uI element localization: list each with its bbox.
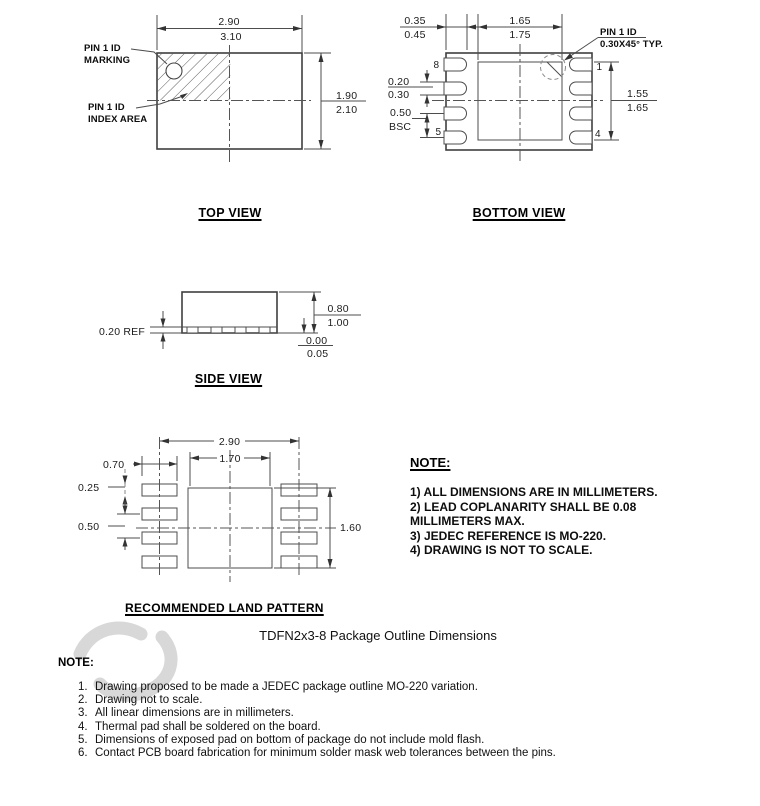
- note-block-line-3: MILLIMETERS MAX.: [410, 514, 525, 528]
- note-item-text: Dimensions of exposed pad on bottom of package do not include mold flash.: [95, 733, 485, 746]
- figure-caption: TDFN2x3-8 Package Outline Dimensions: [259, 627, 497, 643]
- bv-epad-h-above: 1.55: [627, 88, 649, 100]
- sv-standoff-below: 0.05: [307, 347, 329, 360]
- note-item-num: 5.: [78, 733, 88, 746]
- note-item-text: Drawing not to scale.: [95, 694, 203, 707]
- bv-epad-w-below: 1.75: [509, 29, 531, 41]
- tv-width-below: 3.10: [220, 30, 242, 43]
- top-view-drawing: [131, 15, 366, 164]
- lp-pitch: 0.50: [78, 520, 100, 533]
- note-item-text: Drawing proposed to be made a JEDEC package outline MO-220 variation.: [95, 681, 478, 693]
- sv-standoff-above: 0.00: [306, 334, 328, 347]
- bv-pitch-unit: BSC: [389, 120, 412, 133]
- bottom-view-title: BOTTOM VIEW: [472, 205, 566, 220]
- side-view-title: SIDE VIEW: [194, 371, 263, 386]
- top-view-title: TOP VIEW: [198, 205, 262, 220]
- note-item-num: 2.: [78, 694, 88, 707]
- sv-height-below: 1.00: [327, 317, 349, 329]
- tv-pin1-marking-label-2: MARKING: [84, 55, 131, 66]
- sv-lead-thickness: 0.20 REF: [99, 325, 145, 338]
- bv-pin-number-5: 5: [435, 127, 442, 138]
- pin1-marking-circle: [166, 63, 182, 79]
- lp-center-pad-width: 1.70: [219, 452, 241, 465]
- sv-height-above: 0.80: [327, 303, 349, 315]
- bv-lead-w-below: 0.30: [388, 89, 410, 101]
- note-block-line-5: 4) DRAWING IS NOT TO SCALE.: [410, 543, 593, 557]
- bv-lead-len-above: 0.35: [404, 15, 426, 27]
- tv-pin1-marking-label-1: PIN 1 ID: [84, 43, 121, 54]
- pin1-chamfer-line: [547, 62, 562, 77]
- bv-pin1-note-1: PIN 1 ID: [600, 26, 637, 38]
- note-item-text: Contact PCB board fabrication for minimum solder mask web tolerances between the pins.: [95, 747, 556, 759]
- lp-pad-length-dim: [133, 456, 177, 481]
- bv-lead-len-below: 0.45: [404, 29, 426, 41]
- bv-lead-w-above: 0.20: [388, 75, 410, 88]
- bv-pin-number-4: 4: [595, 129, 601, 140]
- side-view-leads: [187, 327, 270, 333]
- side-view-lead-thickness-dim: [161, 311, 166, 349]
- tv-height-above: 1.90: [336, 90, 358, 102]
- bv-pin-number-1: 1: [596, 61, 603, 73]
- lp-pad-width-dim: [108, 469, 128, 507]
- lp-center-pad-height: 1.60: [340, 521, 362, 534]
- bv-epad-w-above: 1.65: [509, 15, 531, 27]
- tv-height-below: 2.10: [336, 103, 358, 116]
- note-item-text: All linear dimensions are in millimeters.: [95, 707, 294, 720]
- note-item-num: 6.: [78, 747, 88, 759]
- tv-pin1-index-label-1: PIN 1 ID: [88, 102, 125, 113]
- note-item-num: 4.: [78, 720, 88, 733]
- bottom-view-pad-height-dim: [594, 62, 657, 140]
- bv-pin1-note-2: 0.30X45° TYP.: [600, 38, 664, 50]
- notes-heading: NOTE:: [58, 657, 94, 669]
- lp-overall-width: 2.90: [218, 435, 241, 448]
- lp-pad-width: 0.25: [78, 481, 100, 494]
- lp-pitch-dim: [108, 502, 140, 550]
- note-item-num: 1.: [78, 681, 88, 693]
- tv-pin1-index-label-2: INDEX AREA: [88, 114, 148, 125]
- note-block-heading: NOTE:: [410, 455, 451, 470]
- note-block-line-2: 2) LEAD COPLANARITY SHALL BE 0.08: [410, 499, 637, 514]
- note-block-line-1: 1) ALL DIMENSIONS ARE IN MILLIMETERS.: [410, 485, 658, 499]
- note-item-text: Thermal pad shall be soldered on the board.: [95, 720, 321, 733]
- land-pattern-title: RECOMMENDED LAND PATTERN: [125, 600, 324, 615]
- bv-pitch-value: 0.50: [390, 106, 412, 119]
- bv-epad-h-below: 1.65: [627, 102, 649, 114]
- tv-width-above: 2.90: [218, 16, 240, 28]
- bv-pin-number-8: 8: [433, 60, 440, 71]
- note-block-line-4: 3) JEDEC REFERENCE IS MO-220.: [410, 528, 607, 543]
- note-item-num: 3.: [78, 707, 88, 720]
- lp-pad-length: 0.70: [103, 458, 125, 471]
